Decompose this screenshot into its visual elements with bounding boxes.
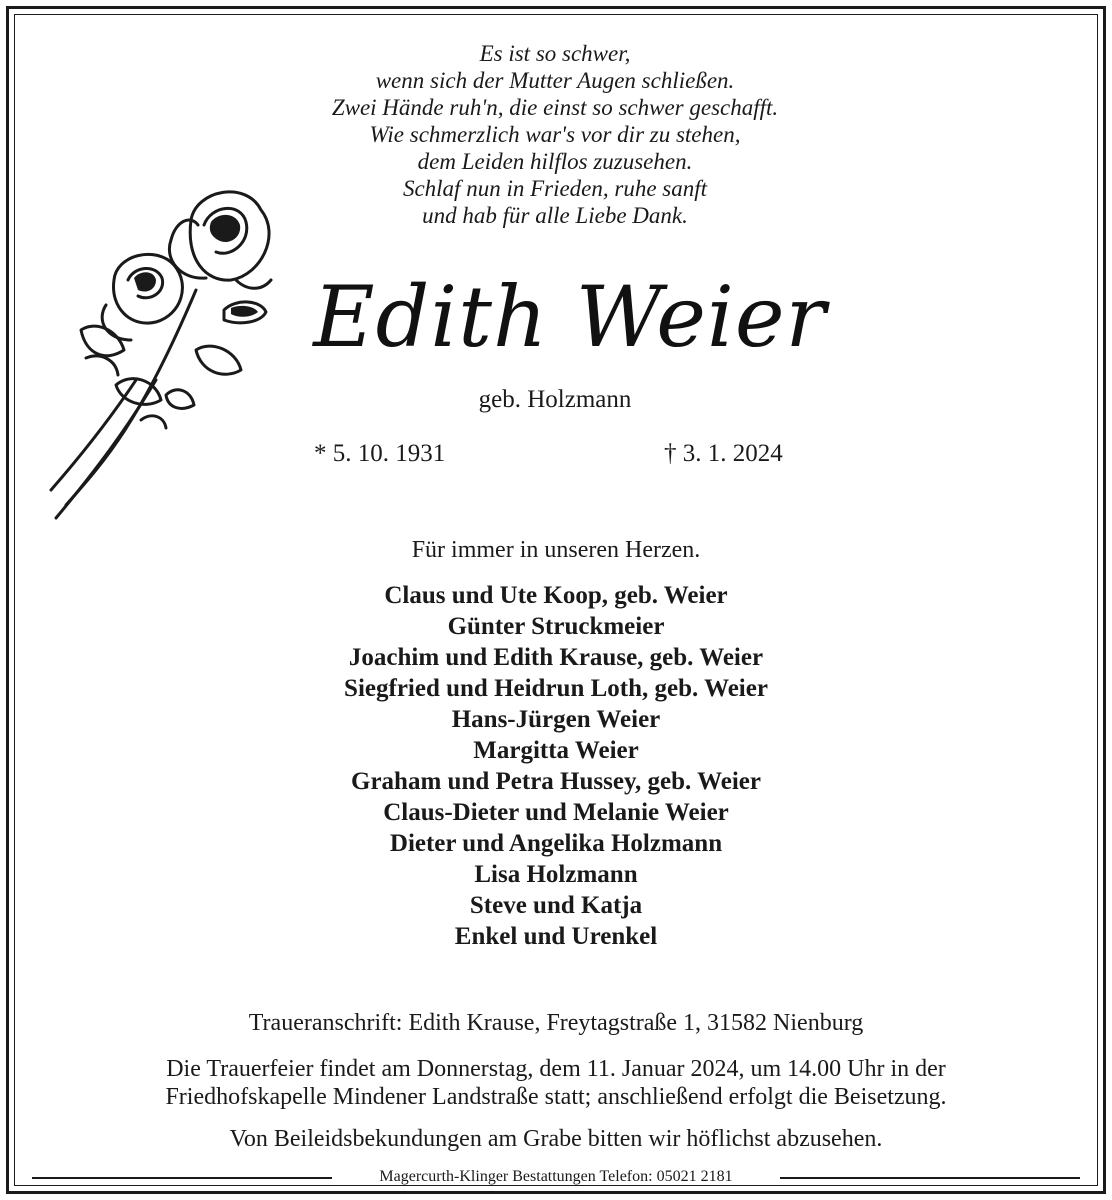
ceremony-line: Friedhofskapelle Mindener Landstraße statt; anschließend erfolgt die Beisetzung. xyxy=(165,1084,947,1110)
poem-line: Es ist so schwer, xyxy=(479,41,631,66)
motto: Für immer in unseren Herzen. xyxy=(411,537,701,563)
poem-line: wenn sich der Mutter Augen schließen. xyxy=(375,68,735,93)
family-member: Lisa Holzmann xyxy=(474,861,638,888)
poem xyxy=(180,40,930,229)
family-member: Siegfried und Heidrun Loth, geb. Weier xyxy=(344,675,768,702)
death-date: † 3. 1. 2024 xyxy=(664,440,783,467)
poem-line: Wie schmerzlich war's vor dir zu stehen, xyxy=(369,122,741,147)
family-member: Graham und Petra Hussey, geb. Weier xyxy=(351,768,761,795)
poem-line: dem Leiden hilflos zuzusehen. xyxy=(417,149,693,174)
family-member: Günter Struckmeier xyxy=(447,613,665,640)
maiden-name: geb. Holzmann xyxy=(478,386,632,413)
mourning-address: Traueranschrift: Edith Krause, Freytagstraße 1, 31582 Nienburg xyxy=(248,1010,864,1036)
family-member: Steve und Katja xyxy=(469,892,643,919)
rose-illustration xyxy=(46,180,286,525)
family-member: Claus und Ute Koop, geb. Weier xyxy=(384,582,728,609)
family-member: Claus-Dieter und Melanie Weier xyxy=(383,799,729,826)
poem-line: Schlaf nun in Frieden, ruhe sanft xyxy=(402,176,708,201)
ceremony-line: Die Trauerfeier findet am Donnerstag, dem 11. Januar 2024, um 14.00 Uhr in der xyxy=(166,1056,946,1082)
poem-line: Zwei Hände ruh'n, die einst so schwer geschafft. xyxy=(331,95,779,120)
family-member: Hans-Jürgen Weier xyxy=(451,706,661,733)
funeral-home-credit: Magercurth-Klinger Bestattungen Telefon: 05021 2181 xyxy=(373,1168,738,1185)
condolence-note: Von Beileidsbekundungen am Grabe bitten wir höflichst abzusehen. xyxy=(229,1126,883,1152)
family-member: Dieter und Angelika Holzmann xyxy=(389,830,723,857)
family-list xyxy=(250,580,862,952)
family-member: Enkel und Urenkel xyxy=(454,923,658,950)
footer-text-wrap xyxy=(14,1166,1098,1188)
birth-date: * 5. 10. 1931 xyxy=(314,440,446,467)
footer xyxy=(14,1166,1098,1188)
family-member: Joachim und Edith Krause, geb. Weier xyxy=(348,644,764,671)
poem-line: und hab für alle Liebe Dank. xyxy=(422,203,688,228)
ceremony-info xyxy=(40,1055,1072,1111)
family-member: Margitta Weier xyxy=(473,737,639,764)
deceased-name: Edith Weier xyxy=(313,268,827,366)
